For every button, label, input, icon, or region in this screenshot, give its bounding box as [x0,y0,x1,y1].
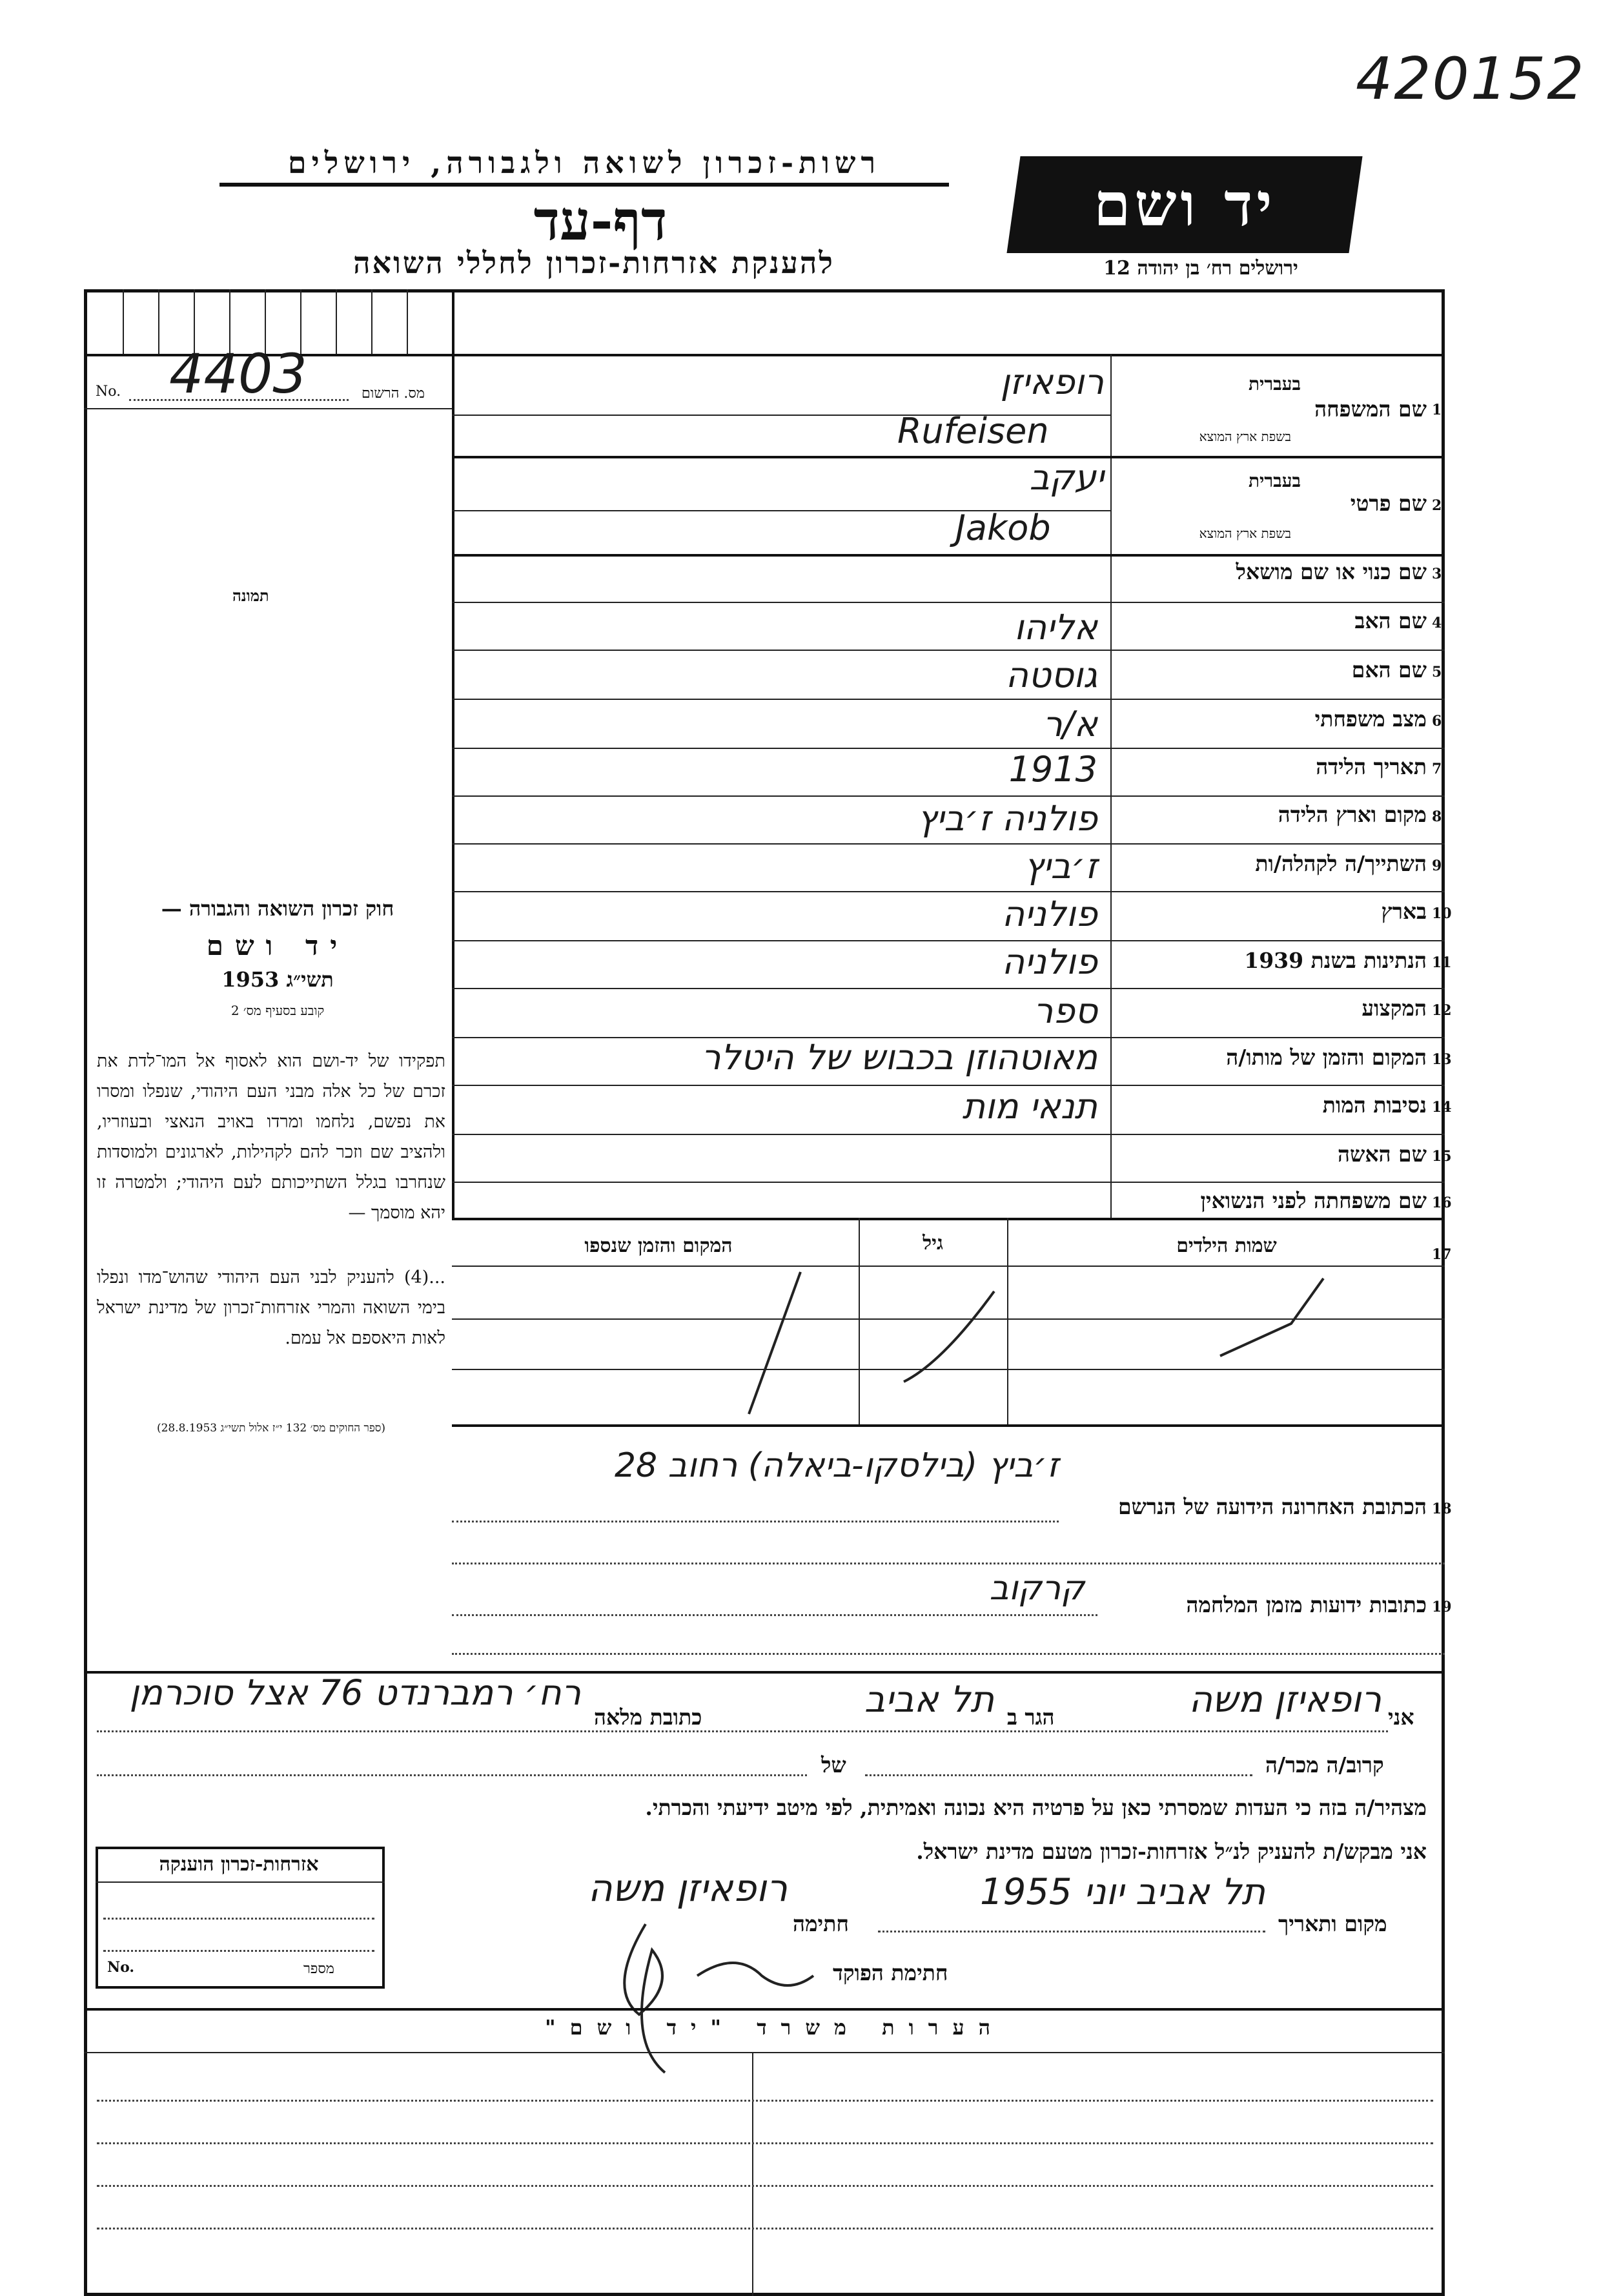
law-section: קובע בסעיף מס׳ 2 [230,1003,325,1018]
dotted-line [452,1653,1445,1655]
strip-cell-divider [407,289,408,354]
law-reference: (ספר החוקים מס׳ 132 י״ז אלול תשי״ג 28.8.1953) [156,1422,386,1435]
resides-label: הגר ב [1007,1705,1055,1730]
row-line [452,1218,1445,1220]
row-line [452,843,1445,845]
row-line [452,602,1445,603]
answer-circumstances-of-death: תנאי מות [962,1086,1097,1127]
strike-mark [1220,1278,1323,1356]
officer-signature-label: חתימת הפוקד [833,1960,948,1985]
answer-profession: ספר [1033,990,1097,1031]
answer-family-name-original: Rufeisen [897,411,1049,451]
field-label-first-name: שם פרטי [1350,491,1427,516]
row-line [452,1182,1445,1183]
field-label-country: בארץ [1381,899,1427,924]
notes-col-divider [752,2052,753,2296]
dotted-line [103,1918,374,1920]
law-title: חוק זכרון השואה והגבורה — [161,896,394,921]
label-column-divider [1110,354,1112,1218]
notes-divider [84,2008,1445,2011]
authority-name: רשות-זכרון לשואה ולגבורה, ירושלים [219,145,949,187]
field-number: 19 [1432,1599,1452,1615]
request-statement: אני מבקש/ת להעניק לנ״ל אזרחות-זכרון מטעם מדינת ישראל. [916,1839,1427,1864]
field-number: 3 [1432,566,1442,582]
field-number: 17 [1432,1246,1452,1263]
answer-family-name-hebrew: רופאיזן [1000,362,1104,402]
field-number: 7 [1432,761,1442,777]
answer-mother-name: גוסטה [1005,655,1097,695]
children-table-bottom [452,1424,1445,1427]
notes-line [97,2100,1433,2102]
children-struck-through [452,1266,1445,1424]
dotted-line [452,1563,1445,1564]
row-line [452,554,1445,557]
dotted-line [97,1774,807,1776]
field-number: 1 [1432,402,1442,418]
strike-mark [904,1291,994,1382]
registration-line [129,399,349,401]
law-paragraph-4: ...(4) להעניק לבני העם היהודי שהוש־מדו ונפלו בימי השואה והמרי אזרחות־זכרון של מדינת ישראל לאות היאספם אל עמם. [97,1267,445,1348]
registration-label: מס. הרשום [362,385,425,402]
row-line [452,1134,1445,1135]
answer-birth-date: 1913 [1008,749,1097,790]
notes-header-line [84,2052,1445,2053]
field-number: 2 [1432,497,1442,514]
declarant-city: תל אביב [864,1679,994,1721]
dotted-line [97,1730,1388,1732]
strike-mark [749,1272,800,1414]
left-column-divider [452,289,454,1218]
field-label-community: השתייך/ה לקהלה/ות [1255,851,1427,876]
form-subtitle: להענקת אזרחות-זכרון לחללי השואה [353,245,835,280]
dotted-line [452,1614,1097,1616]
field-label-profession: המקצוע [1361,996,1427,1021]
institution-address: ירושלים רח׳ בן יהודה 12 [1103,257,1298,280]
field-label-father-name: שם האב [1354,608,1427,633]
notes-line [97,2228,1433,2229]
sub-label-origin-language: בשפת ארץ המוצא [1199,526,1291,541]
field-number: 12 [1432,1002,1452,1019]
yad-vashem-logo [1006,156,1362,253]
field-number: 6 [1432,713,1442,730]
dotted-line [878,1931,1265,1932]
law-name: יד ושם [206,930,349,961]
full-address-label: כתובת מלאה [594,1705,702,1730]
answer-community: ז׳ביץ [1024,846,1097,887]
answer-last-address: ז׳ביץ (בילסקו-ביאלה) רחוב 28 [614,1446,1059,1485]
children-death-place-header: המקום והזמן שנספו [584,1235,733,1257]
wartime-addresses-label: כתובות ידועות מזמן המלחמה [1186,1592,1427,1617]
field-number: 16 [1432,1194,1452,1211]
signature-stroke [697,1963,813,1985]
strip-cell-divider [158,289,159,354]
strip-cell-divider [336,289,337,354]
row-line [452,699,1445,700]
strip-cell-divider [371,289,372,354]
registration-number: 4403 [169,342,307,405]
field-label-wife-name: שם האשה [1338,1142,1427,1167]
form-title: דף-עד [533,189,668,252]
row-line [452,988,1445,989]
declarant-label: אני [1388,1705,1414,1730]
field-number: 4 [1432,615,1442,631]
certificate-title: אזרחות-זכרון הוענקה [159,1853,319,1876]
photo-placeholder-label: תמונה [232,586,269,605]
field-label-family-name: שם המשפחה [1314,396,1427,422]
signature-stroke [624,1924,665,2073]
field-number: 18 [1432,1501,1452,1517]
officer-signature-scribble [529,1911,826,2098]
field-number: 5 [1432,664,1442,681]
dotted-line [103,1950,374,1952]
logo-text: יד ושם [1093,170,1276,240]
field-label-nickname: שם כנוי או שם מושאל [1236,559,1427,584]
signature-label: חתימה [793,1911,849,1936]
declarant-name: רופאיזן משה [1188,1679,1382,1721]
answer-country: פולניה [1001,894,1097,934]
answer-first-name-original: Jakob [955,507,1051,548]
place-date-value: תל אביב יוני 1955 [980,1871,1265,1913]
dotted-line [865,1774,1252,1776]
field-label-birth-date: תאריך הלידה [1316,754,1427,779]
field-label-place-time-of-death: המקום והזמן של מותו/ה [1226,1045,1427,1070]
answer-first-name-hebrew: יעקב [1029,457,1104,498]
last-address-label: הכתובת האחרונה הידועה של הנרשם [1117,1494,1427,1519]
law-paragraph: תפקידו של יד-ושם הוא לאסוף אל המו־לדת את זכרם של כל אלה מבני העם היהודי, שנפלו ומסרו את נפשם, נלחמו ומרדו באויב הנאצי ובעוזריו, ולהציב שם וזכר להם לקהילות, לארגונים ולמוסדות שנחרבו בגלל השתייכותם לעם היהודי; ולמטרה זו יהא מוסמך — [97,1051,445,1223]
answer-marital-status: א/ר [1043,704,1097,744]
notes-line [97,2142,1433,2144]
of-label: של [821,1752,846,1778]
dotted-line [452,1521,1059,1522]
relative-label: קרוב/ה מכר/ה [1265,1752,1384,1778]
field-number: 15 [1432,1148,1452,1165]
field-number: 8 [1432,808,1442,825]
answer-birth-place: פולניה ז׳ביץ [917,798,1097,839]
cert-no-label: No. [107,1959,135,1976]
notes-title: הערות משרד "יד ושם" [544,2015,1005,2040]
sub-label-hebrew: בעברית [1248,470,1301,491]
declarant-signature: רופאיזן משה [587,1866,788,1910]
cert-line [96,1881,385,1883]
children-age-header: גיל [923,1232,943,1255]
sub-label-origin-language: בשפת ארץ המוצא [1199,429,1291,444]
answer-wartime-addresses: קרקוב [989,1569,1085,1608]
photo-box-top [84,408,452,409]
answer-place-time-of-death: מאוטהוזן בכבוש של היטלר [701,1037,1097,1078]
answer-father-name: אליהו [1014,607,1097,648]
children-names-header: שמות הילדים [1176,1235,1277,1257]
declaration-statement: מצהיר/ה בזה כי העדות שמסרתי כאן על פרטיה היא נכונה ואמיתית, לפי מיטב ידיעתי והכרתי. [645,1795,1427,1820]
row-line [452,891,1445,892]
field-label-circumstances-of-death: נסיבות המות [1322,1092,1427,1118]
archive-number: 420152 [1356,45,1586,113]
row-line [452,650,1445,651]
field-number: 14 [1432,1099,1452,1116]
field-label-citizenship-1939: הנתינות בשנת 1939 [1244,948,1427,973]
registration-no-label: No. [96,384,121,400]
field-number: 11 [1432,954,1452,971]
law-year: תשי״ג 1953 [221,967,334,992]
field-label-maiden-name: שם משפחתה לפני הנשואין [1200,1188,1427,1213]
field-label-mother-name: שם האם [1351,657,1427,682]
answer-citizenship-1939: פולניה [1001,941,1097,982]
notes-line [97,2185,1433,2187]
field-number: 13 [1432,1051,1452,1068]
place-date-label: מקום ותאריך [1278,1911,1387,1936]
field-number: 10 [1432,905,1452,922]
sub-label-hebrew: בעברית [1248,373,1301,395]
declarant-address: רח׳ רמברנדט 76 אצל סוכרמן [129,1672,581,1713]
cert-number-label: מספר [303,1961,334,1977]
strip-cell-divider [123,289,124,354]
field-label-marital-status: מצב משפחתי [1314,706,1427,732]
field-number: 9 [1432,857,1442,874]
row-line [452,795,1445,797]
field-label-birth-place: מקום וארץ הלידה [1278,802,1427,827]
